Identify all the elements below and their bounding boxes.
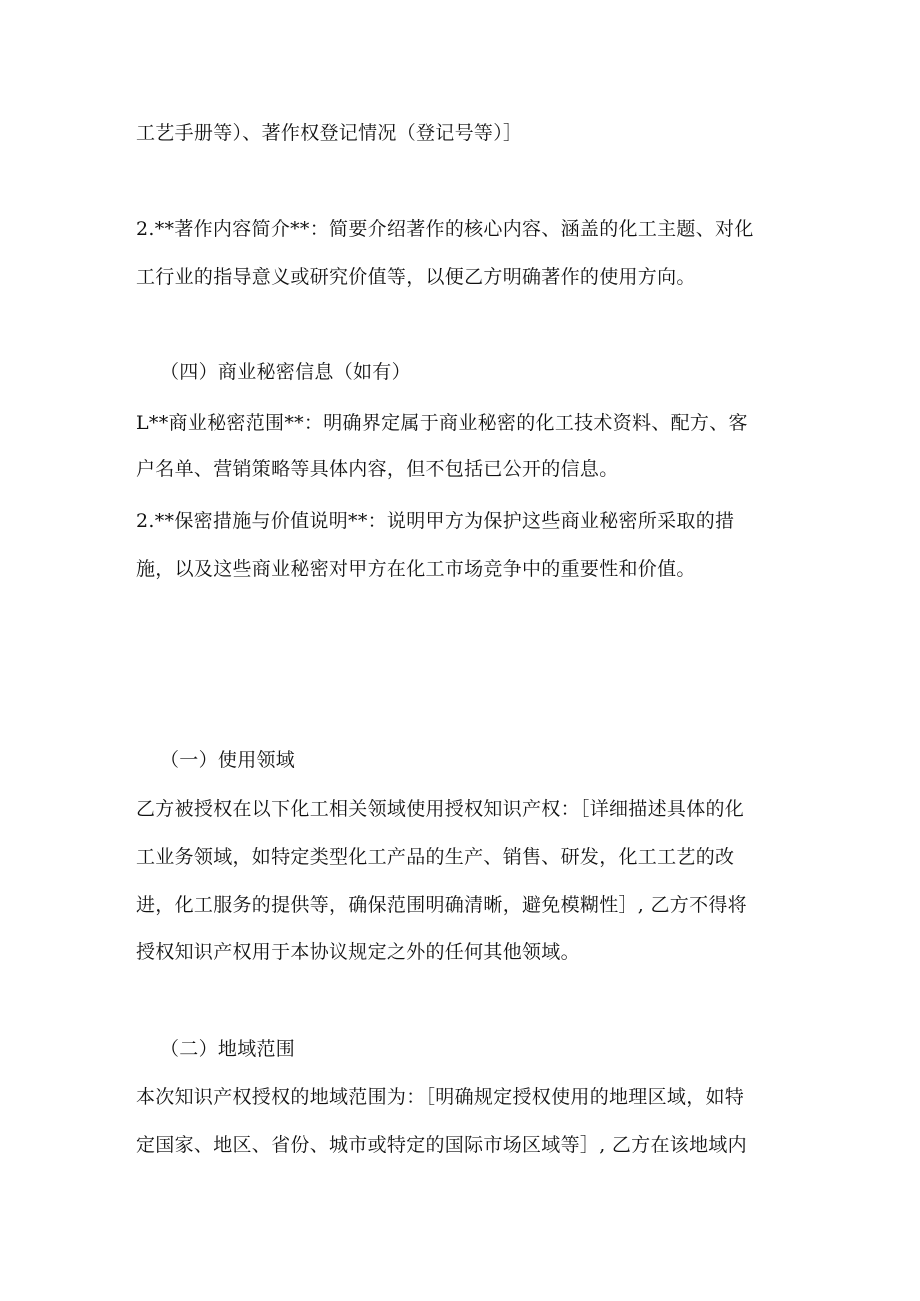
text-line: 乙方被授权在以下化工相关领域使用授权知识产权：［详细描述具体的化: [136, 798, 745, 820]
text-line: 定国家、地区、省份、城市或特定的国际市场区域等］, 乙方在该地域内: [136, 1134, 747, 1156]
text-line: 授权知识产权用于本协议规定之外的任何其他领域。: [136, 941, 580, 963]
text-line: 工艺手册等）、著作权登记情况（登记号等）］: [136, 122, 523, 144]
text-line: 2.**著作内容简介**：简要介绍著作的核心内容、涵盖的化工主题、对化: [136, 218, 754, 240]
text-line: 工行业的指导意义或研究价值等，以便乙方明确著作的使用方向。: [136, 266, 696, 288]
section-heading: （一）使用领域: [160, 749, 296, 771]
text-line: 施，以及这些商业秘密对甲方在化工市场竞争中的重要性和价值。: [136, 558, 696, 580]
text-line: L**商业秘密范围**：明确界定属于商业秘密的化工技术资料、配方、客: [136, 412, 748, 434]
text-line: 进，化工服务的提供等，确保范围明确清晰，避免模糊性］, 乙方不得将: [136, 894, 747, 916]
text-line: 户名单、营销策略等具体内容，但不包括已公开的信息。: [136, 458, 619, 480]
section-heading: （四）商业秘密信息（如有）: [160, 361, 411, 383]
text-line: 工业务领域，如特定类型化工产品的生产、销售、研发，化工工艺的改: [136, 846, 735, 868]
text-line: 本次知识产权授权的地域范围为：［明确规定授权使用的地理区域，如特: [136, 1086, 745, 1108]
section-heading: （二）地域范围: [160, 1038, 296, 1060]
text-line: 2.**保密措施与价值说明**：说明甲方为保护这些商业秘密所采取的措: [136, 510, 735, 532]
